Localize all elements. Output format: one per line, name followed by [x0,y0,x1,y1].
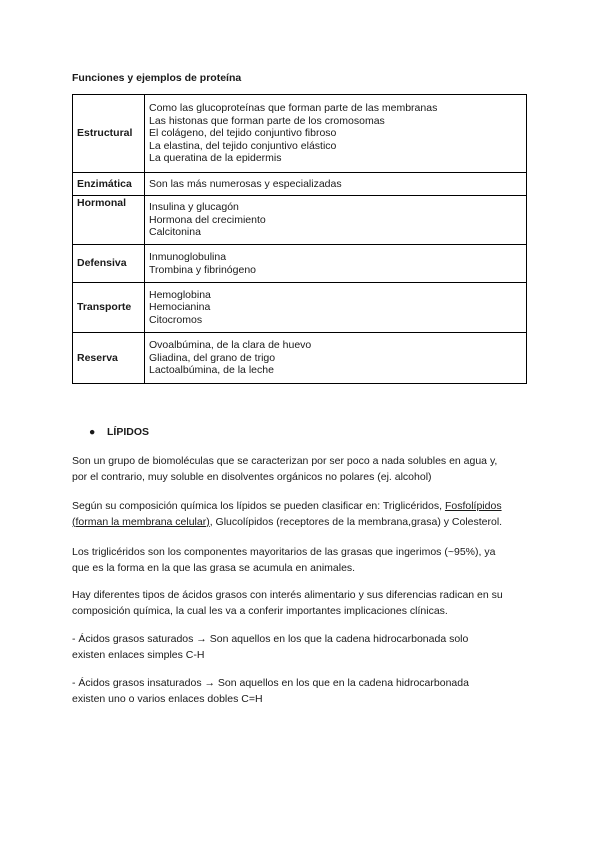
paragraph-trigliceridos [72,545,532,576]
list-item: Calcitonina [149,226,201,239]
category-cell: Transporte [73,283,145,333]
category-cell: Estructural [73,95,145,173]
list-item: Inmunoglobulina [149,251,227,263]
paragraph-line: existen enlaces simples C-H [72,648,205,661]
paragraph-line: existen uno o varios enlaces dobles C=H [72,692,263,705]
paragraph-line: - Ácidos grasos insaturados → Son aquellos en los que en la cadena hidrocarbonada [72,677,469,689]
list-item: Insulina y glucagón [149,201,239,214]
paragraph-insaturados [72,676,532,707]
paragraph-line: por el contrario, muy soluble en disolventes orgánicos no polares (ej. alcohol) [72,470,432,483]
table-row [73,173,527,196]
category-cell: Defensiva [73,245,145,283]
table-row [73,196,527,245]
list-item: Trombina y fibrinógeno [149,263,256,276]
examples-cell [145,196,527,245]
table-row [73,95,527,173]
category-cell: Hormonal [73,196,145,245]
list-item: Citocromos [149,313,203,326]
examples-cell [145,173,527,196]
paragraph-line [72,515,532,531]
text-run: Según su composición química los lípidos se pueden clasificar en: Triglicéridos, [72,500,445,512]
list-item: El colágeno, del tejido conjuntivo fibroso [149,127,337,140]
examples-cell [145,245,527,283]
list-item: Como las glucoproteínas que forman parte de las membranas [149,102,438,115]
examples-cell [145,283,527,333]
paragraph-line: Los triglicéridos son los componentes mayoritarios de las grasas que ingerimos (~95%), ya [72,546,496,558]
list-item: Lactoalbúmina, de la leche [149,364,274,377]
list-item: Hormona del crecimiento [149,213,266,226]
paragraph-saturados [72,632,532,663]
underlined-text: (forman la membrana celular) [72,515,210,528]
bullet-icon: ● [89,426,96,438]
paragraph-intro [72,454,532,485]
paragraph-classification [72,499,532,530]
table-row [73,283,527,333]
paragraph-line: composición química, la cual les va a conferir importantes implicaciones clínicas. [72,604,448,617]
paragraph-line: que es la forma en la que las grasa se acumula en animales. [72,561,356,574]
text-run: , Glucolípidos (receptores de la membrana,grasa) y Colesterol. [209,515,503,528]
list-item: Son las más numerosas y especializadas [149,177,342,190]
section-heading-text: LÍPIDOS [107,426,150,438]
page-title: Funciones y ejemplos de proteína [72,72,242,84]
table-row [73,245,527,283]
paragraph-acidos-grasos [72,588,532,619]
list-item: Las histonas que forman parte de los cromosomas [149,114,385,127]
paragraph-line: Hay diferentes tipos de ácidos grasos con interés alimentario y sus diferencias radican en su [72,589,503,601]
category-cell: Enzimática [73,173,145,196]
list-item: Gliadina, del grano de trigo [149,351,276,364]
category-cell: Reserva [73,333,145,384]
table-row [73,333,527,384]
paragraph-line [72,499,532,515]
list-item: La elastina, del tejido conjuntivo elástico [149,139,337,152]
underlined-text: Fosfolípidos [444,500,502,512]
examples-cell [145,333,527,384]
section-heading-lipidos [89,426,149,438]
list-item: La queratina de la epidermis [149,152,282,165]
paragraph-line: Son un grupo de biomoléculas que se caracterizan por ser poco a nada solubles en agua y, [72,455,498,467]
paragraph-line: - Ácidos grasos saturados → Son aquellos en los que la cadena hidrocarbonada solo [72,633,469,645]
protein-functions-table [72,94,527,384]
list-item: Ovoalbúmina, de la clara de huevo [149,339,312,352]
list-item: Hemocianina [149,301,211,314]
examples-cell [145,95,527,173]
list-item: Hemoglobina [149,288,211,301]
